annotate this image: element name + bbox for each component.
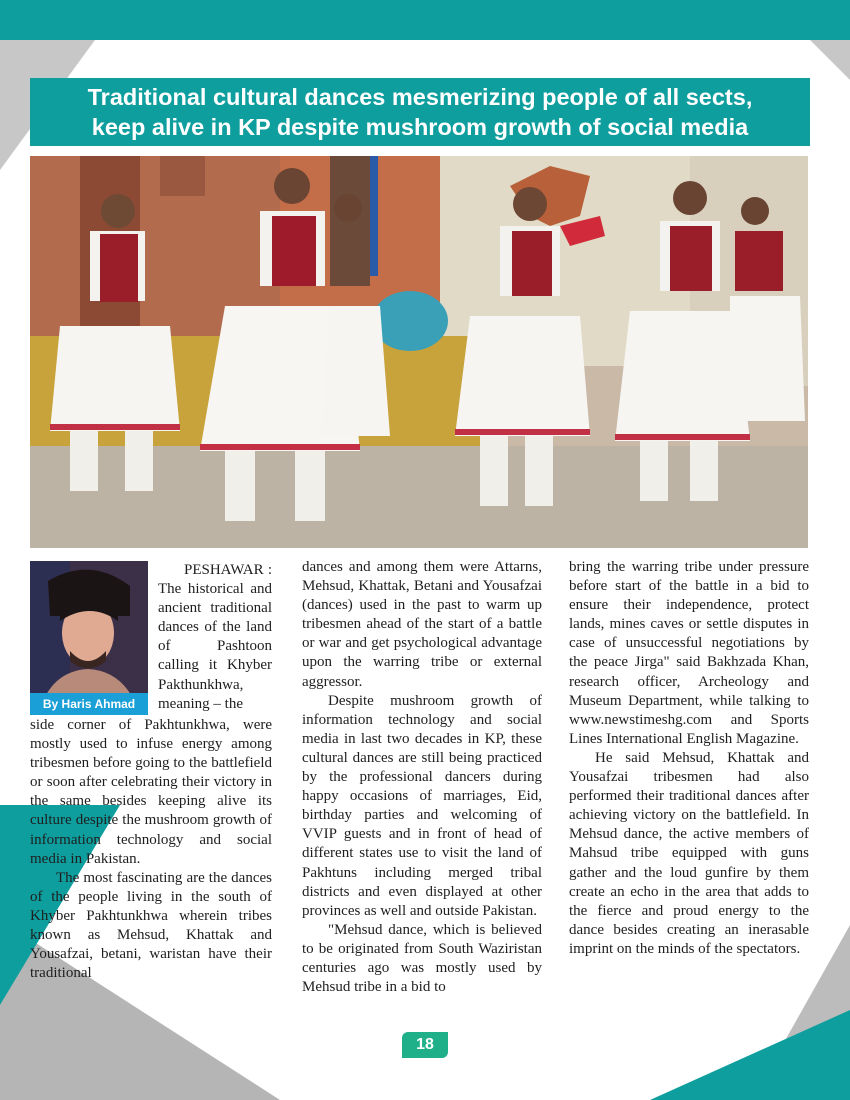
article-headline bbox=[30, 78, 810, 146]
headline-line-1: Traditional cultural dances mesmerizing people of all sects, bbox=[87, 84, 753, 110]
dancers-photo bbox=[30, 156, 808, 548]
article-column-2 bbox=[302, 558, 542, 997]
article-paragraph-3: Despite mushroom growth of information technology and social media in last two decades in KP, these cultural dances are still being practiced by the professional dancers during happy occasions of marriages, Eid, birthday parties and welcoming of VVIP guests and in front of head of different states use to visit the land of Pakhtuns including merged tribal districts and even displayed at other provinces as well and outside Pakistan. bbox=[302, 692, 542, 919]
article-paragraph-5: He said Mehsud, Khattak and Yousafzai tribesmen had also performed their traditional dances after achieving victory on the battlefield. In Mehsud dance, the active members of Mahsud tribe equipped with guns gather and the loud gunfire by them create an echo in the area that adds to the fierce and proud energy to the dance besides creating an inerasable imprint on the minds of the spectators. bbox=[569, 749, 809, 957]
article-column-3 bbox=[569, 558, 809, 959]
headline-line-2: keep alive in KP despite mushroom growth of social media bbox=[91, 114, 749, 140]
article-column-1-top bbox=[158, 561, 272, 714]
article-paragraph-4-continued: bring the warring tribe under pressure before start of the battle in a bid to ensure their independence, protect lands, mines caves or settle disputes in case of unsuccessful negotiations by the peace Jirga" said Bakhzada Khan, research officer, Archeology and Museum Department, while talking to www.newstimeshg.com and Sports Lines International English Magazine. bbox=[569, 559, 809, 747]
decorative-triangle-top-right bbox=[810, 40, 850, 80]
article-paragraph-4: "Mehsud dance, which is believed to be originated from South Waziristan centuries ago was mostly used by Mehsud tribe in a bid to bbox=[302, 921, 542, 996]
decorative-triangle-bottom-right-teal bbox=[650, 1010, 850, 1100]
author-caption: By Haris Ahmad bbox=[30, 693, 148, 715]
article-paragraph-2: The most fascinating are the dances of the people living in the south of Khyber Pakhtunkhwa wherein tribes known as Mehsud, Khattak and Yousafzai, betani, waristan have their traditional bbox=[30, 869, 272, 982]
article-column-1-bottom bbox=[30, 716, 272, 983]
page-number-badge: 18 bbox=[402, 1032, 448, 1058]
author-photo bbox=[30, 561, 148, 715]
article-paragraph-1-continued: side corner of Pakhtunkhwa, were mostly used to infuse energy among tribesmen before going to the battlefield or soon after celebrating their victory in the same besides keeping alive its culture despite the mushroom growth of information technology and social media in Pakistan. bbox=[30, 717, 272, 867]
article-dateline-paragraph: PESHAWAR : The historical and ancient traditional dances of the land of Pashtoon calling it Khyber Pakthunkhwa, meaning – the bbox=[158, 562, 272, 712]
top-accent-bar bbox=[0, 0, 850, 40]
article-paragraph-2-continued: dances and among them were Attarns, Mehsud, Khattak, Betani and Yousafzai (dances) used in the past to warm up tribesmen ahead of the start of a battle or war and get psychological advantage upon the warring tribe or external aggressor. bbox=[302, 559, 542, 690]
